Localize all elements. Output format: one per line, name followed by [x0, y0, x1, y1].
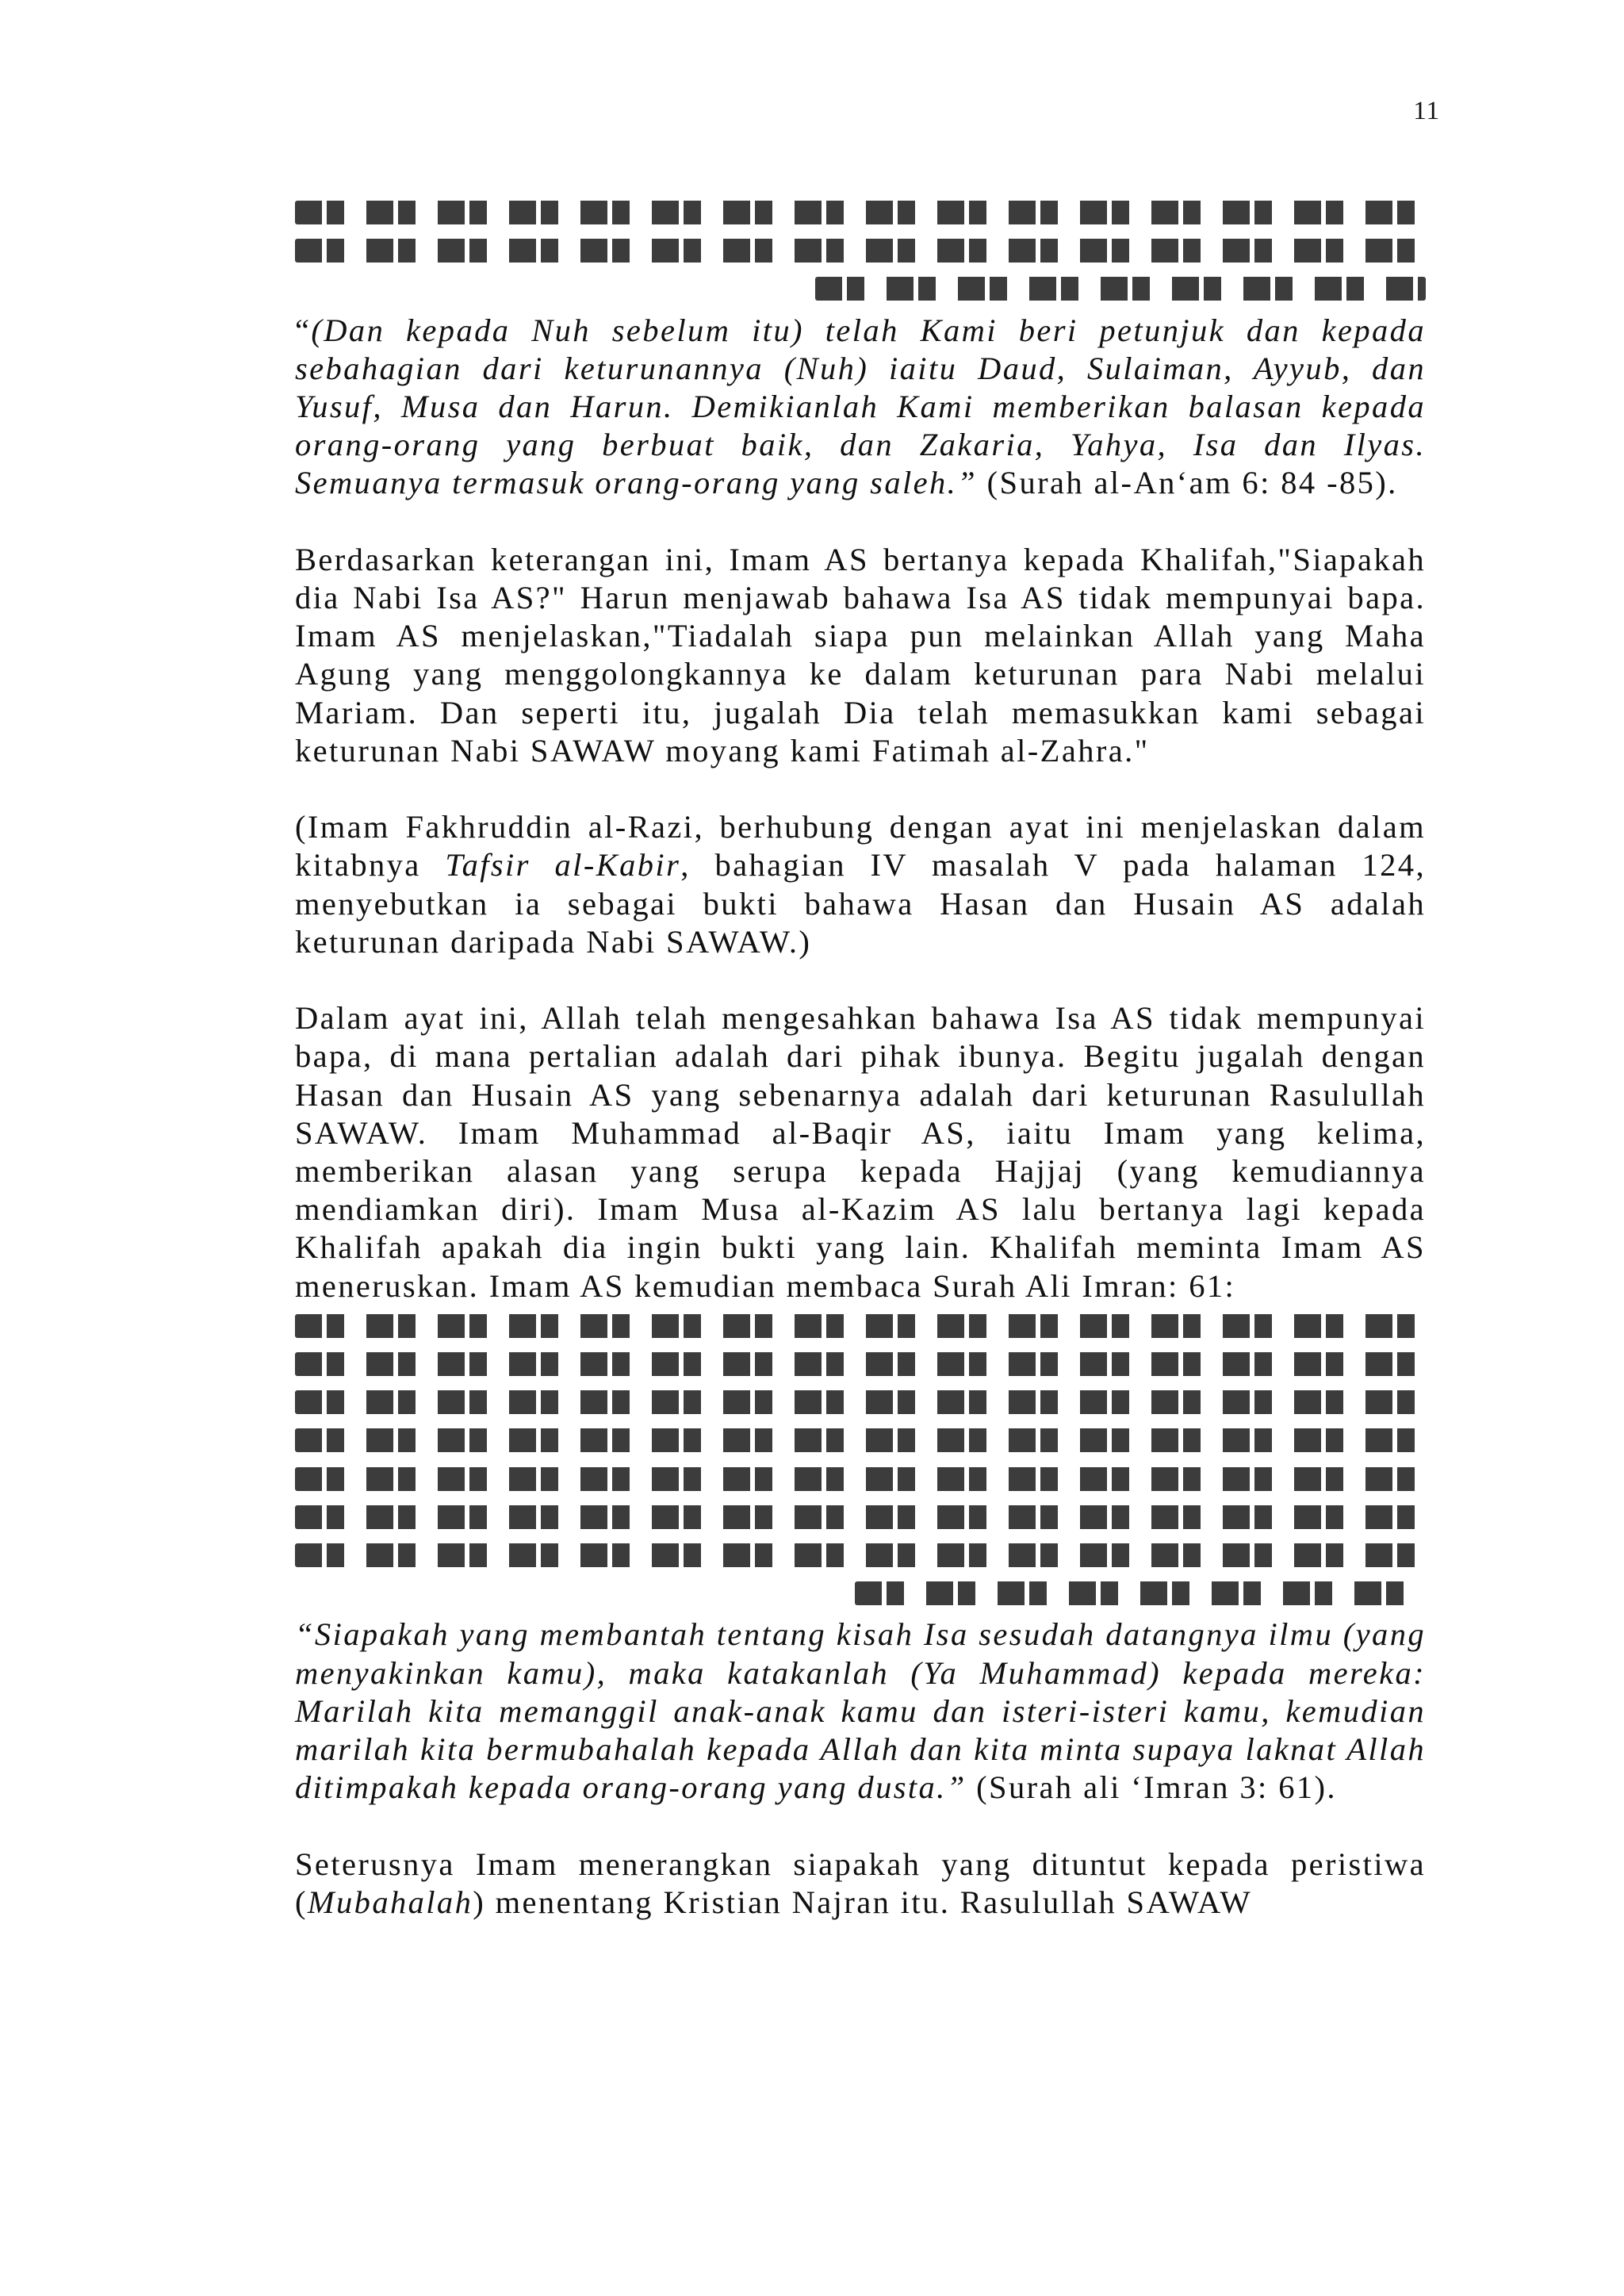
page-content [295, 184, 1426, 1922]
arabic-verse-line [295, 194, 1426, 232]
body-paragraph-3: (Imam Fakhruddin al-Razi, berhubung dengan ayat ini menjelaskan dalam kitabnya Tafsir al-Kabir, bahagian IV masalah V pada halaman 124, menyebutkan ia sebagai bukti bahawa Hasan dan Husain AS adalah keturunan daripada Nabi SAWAW.) [295, 809, 1426, 960]
page-number: 11 [1413, 97, 1440, 125]
arabic-verse-line [295, 1383, 1426, 1421]
arabic-verse-line [295, 270, 1426, 308]
body-paragraph-6: Seterusnya Imam menerangkan siapakah yang dituntut kepada peristiwa (Mubahalah) menentang Kristian Najran itu. Rasulullah SAWAW [295, 1846, 1426, 1920]
quran-citation: (Surah al-An‘am 6: 84 -85). [977, 465, 1398, 501]
arabic-verse-block-2 [295, 1307, 1426, 1613]
quran-translation-6-84-85: “(Dan kepada Nuh sebelum itu) telah Kami beri petunjuk dan kepada sebahagian dari keturunannya (Nuh) iaitu Daud, Sulaiman, Ayyub, dan Yusuf, Musa dan Harun. Demikianlah Kami memberikan balasan kepada orang-orang yang berbuat baik, dan Zakaria, Yahya, Isa dan Ilyas. Semuanya termasuk orang-orang yang saleh.” (Surah al-An‘am 6: 84 -85). [295, 312, 1426, 501]
term-mubahalah: Mubahalah [307, 1884, 473, 1920]
body-paragraph-2: Berdasarkan keterangan ini, Imam AS bertanya kepada Khalifah,"Siapakah dia Nabi Isa AS?" Harun menjawab bahawa Isa AS tidak mempunyai bapa. Imam AS menjelaskan,"Tiadalah siapa pun melainkan Allah yang Maha Agung yang menggolongkannya ke dalam keturunan para Nabi melalui Mariam. Dan seperti itu, jugalah Dia telah memasukkan kami sebagai keturunan Nabi SAWAW moyang kami Fatimah al-Zahra." [295, 541, 1426, 769]
arabic-verse-line [295, 1460, 1426, 1498]
arabic-verse-line [295, 1498, 1426, 1536]
arabic-verse-line [295, 1307, 1426, 1345]
body-paragraph-4: Dalam ayat ini, Allah telah mengesahkan bahawa Isa AS tidak mempunyai bapa, di mana pertalian adalah dari pihak ibunya. Begitu jugalah dengan Hasan dan Husain AS yang sebenarnya adalah dari keturunan Rasulullah SAWAW. Imam Muhammad al-Baqir AS, iaitu Imam yang kelima, memberikan alasan yang serupa kepada Hajjaj (yang kemudiannya mendiamkan diri). Imam Musa al-Kazim AS lalu bertanya lagi kepada Khalifah apakah dia ingin bukti yang lain. Khalifah meminta Imam AS meneruskan. Imam AS kemudian membaca Surah Ali Imran: 61: [295, 1000, 1426, 1304]
arabic-verse-line [295, 1574, 1426, 1612]
quran-quote: “Siapakah yang membantah tentang kisah Isa sesudah datangnya ilmu (yang menyakinkan kamu), maka katakanlah (Ya Muhammad) kepada mereka: Marilah kita memanggil anak-anak kamu dan isteri-isteri kamu, kemudian marilah kita bermubahalah kepada Allah dan kita minta supaya laknat Allah ditimpakah kepada orang-orang yang dusta.” [295, 1616, 1426, 1806]
arabic-verse-line [295, 1536, 1426, 1574]
arabic-verse-block-1 [295, 194, 1426, 309]
book-title: Tafsir al-Kabir [445, 847, 681, 884]
quran-citation: (Surah ali ‘Imran 3: 61). [966, 1769, 1337, 1806]
quran-quote: (Dan kepada Nuh sebelum itu) telah Kami beri petunjuk dan kepada sebahagian dari keturunannya (Nuh) iaitu Daud, Sulaiman, Ayyub, dan Yusuf, Musa dan Harun. Demikianlah Kami memberikan balasan kepada orang-orang yang berbuat baik, dan Zakaria, Yahya, Isa dan Ilyas. Semuanya termasuk orang-orang yang saleh.” [295, 312, 1426, 501]
arabic-verse-line [295, 1345, 1426, 1383]
quran-translation-3-61 [295, 1616, 1426, 1807]
arabic-verse-line [295, 1421, 1426, 1459]
arabic-verse-line [295, 232, 1426, 270]
